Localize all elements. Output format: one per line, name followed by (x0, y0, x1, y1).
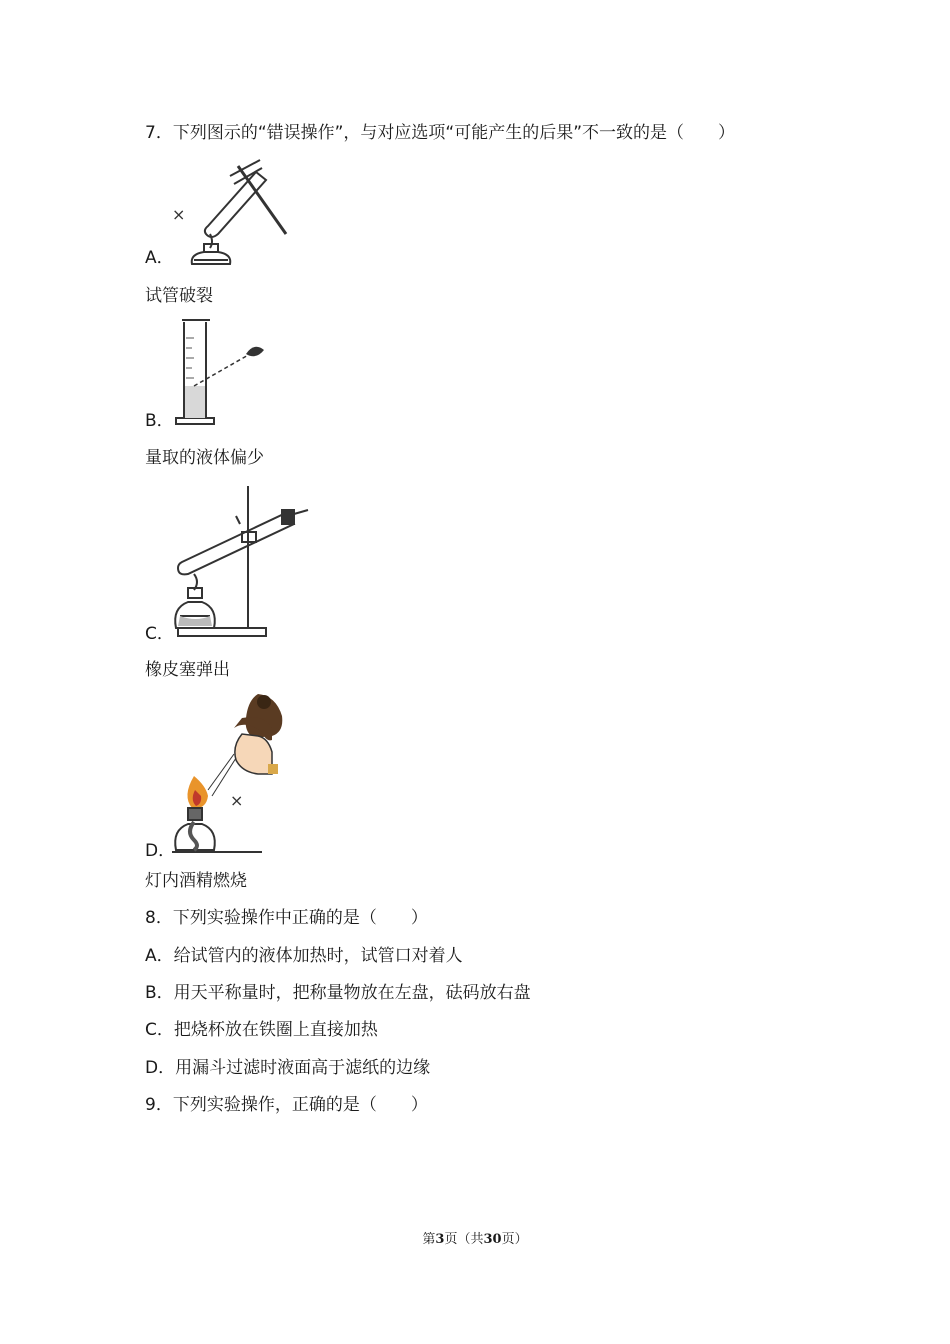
wrong-mark-icon: × (172, 205, 186, 224)
q7-stem: 7．下列图示的“错误操作”，与对应选项“可能产生的后果”不一致的是（ ） (145, 123, 736, 143)
footer-mid: 页（共 (444, 1232, 484, 1247)
footer-prefix: 第 (422, 1232, 436, 1247)
footer-suffix: 页） (501, 1232, 528, 1247)
option-a-consequence: 试管破裂 (145, 286, 213, 306)
figure-a (168, 158, 298, 272)
figure-d-drawing (172, 692, 292, 862)
girl-illustration-icon (234, 694, 282, 774)
option-d-consequence: 灯内酒精燃烧 (145, 871, 247, 891)
figure-d (172, 692, 292, 866)
wrong-mark-icon: × (230, 791, 244, 810)
q8-option-c: C．把烧杯放在铁圈上直接加热 (145, 1020, 378, 1040)
option-b-letter: B． (145, 411, 174, 431)
figure-b (170, 318, 270, 432)
option-c-consequence: 橡皮塞弹出 (145, 660, 230, 680)
option-d-letter: D． (145, 841, 176, 861)
option-c-letter: C． (145, 624, 174, 644)
figure-c-drawing (170, 482, 315, 642)
page-total: 30 (483, 1232, 502, 1247)
option-b-consequence: 量取的液体偏少 (145, 448, 264, 468)
q8-option-d: D．用漏斗过滤时液面高于滤纸的边缘 (145, 1058, 431, 1078)
q9-stem: 9．下列实验操作，正确的是（ ） (145, 1095, 428, 1115)
q8-option-b: B．用天平称量时，把称量物放在左盘，砝码放右盘 (145, 983, 531, 1003)
page-footer (0, 1228, 950, 1247)
option-a-letter: A． (145, 248, 174, 268)
figure-c (170, 482, 315, 646)
q8-option-a: A．给试管内的液体加热时，试管口对着人 (145, 946, 463, 966)
figure-a-drawing (168, 158, 298, 268)
page-number: 3 (435, 1232, 445, 1247)
eye-icon (246, 347, 264, 356)
q8-stem: 8．下列实验操作中正确的是（ ） (145, 908, 428, 928)
figure-b-drawing (170, 318, 270, 428)
